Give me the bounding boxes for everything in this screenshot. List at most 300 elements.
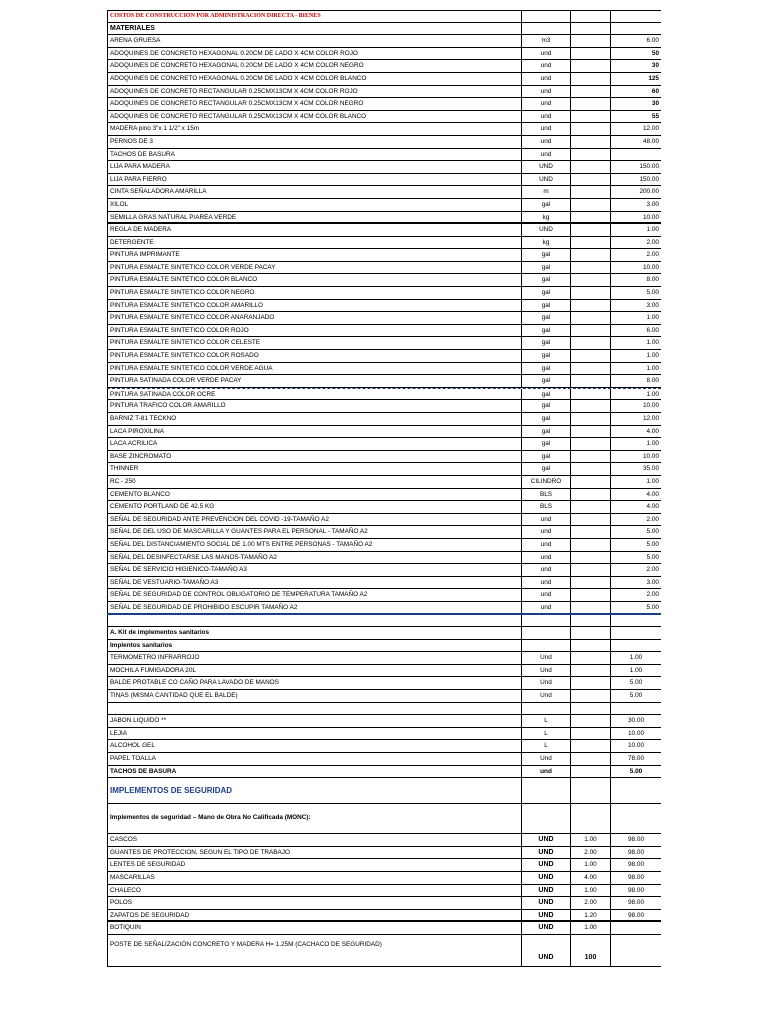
cell-unit: m <box>521 186 570 198</box>
spacer-row <box>107 615 661 628</box>
cell-value: 10.00 <box>610 728 661 740</box>
cell-desc: GUANTES DE PROTECCION, SEGUN EL TIPO DE TRABAJO <box>107 847 521 859</box>
cell-value: 125 <box>610 73 661 85</box>
cell-desc: ADOQUINES DE CONCRETO RECTANGULAR 0.25CMX13CM X 4CM COLOR NEGRO <box>107 98 521 110</box>
cell-qty <box>570 337 610 349</box>
cell-qty <box>570 149 610 161</box>
cell-unit: und <box>521 766 570 778</box>
cell-desc: SEÑAL DE VESTUARIO-TAMAÑO A3 <box>107 577 521 589</box>
cell-qty <box>570 413 610 425</box>
table-row <box>107 514 661 527</box>
cell-qty: 1.20 <box>570 910 610 921</box>
cell-value: 78.00 <box>610 753 661 765</box>
cell-desc: PINTURA SATINADA COLOR VERDE PACAY <box>107 375 521 387</box>
table-row <box>107 350 661 363</box>
cell-qty <box>570 123 610 135</box>
cell-unit: und <box>521 539 570 551</box>
materials-header-row <box>107 23 661 36</box>
cell-desc: MOCHILA FUMIGADORA 20L <box>107 665 521 677</box>
table-row <box>107 413 661 426</box>
cell-unit: UND <box>521 885 570 897</box>
cell-qty <box>570 98 610 110</box>
cell-unit: UND <box>521 922 570 934</box>
cell-value: 5.00 <box>610 766 661 778</box>
cell-value: 5.00 <box>610 539 661 551</box>
cell-qty <box>570 363 610 375</box>
cell-unit <box>521 11 570 22</box>
cell-value: 1.00 <box>610 476 661 488</box>
cell-value: 98.00 <box>610 847 661 859</box>
kit-table <box>107 652 661 702</box>
cell-desc: DETERGENTE <box>107 237 521 249</box>
cell-qty <box>570 237 610 249</box>
cell-unit <box>521 804 570 833</box>
cell-desc: LIJA PARA MADERA <box>107 161 521 173</box>
cell-value: 1.00 <box>610 665 661 677</box>
cell-qty <box>570 224 610 236</box>
cell-unit: m3 <box>521 35 570 47</box>
cell-desc: ARENA GRUESA <box>107 35 521 47</box>
cell-value <box>610 922 661 934</box>
table-row <box>107 400 661 413</box>
cell-unit: Und <box>521 652 570 664</box>
cell-qty <box>570 400 610 412</box>
cell-value: 8.00 <box>610 274 661 286</box>
table-row <box>107 476 661 489</box>
table-row <box>107 312 661 325</box>
last-item-desc: POSTE DE SEÑALIZACIÓN CONCRETO Y MADERA H= 1.25M (CACHACO DE SEGURIDAD) <box>107 935 521 966</box>
cell-unit: gal <box>521 262 570 274</box>
cell-unit: UND <box>521 859 570 871</box>
cell-desc: SEÑAL DE SEGURIDAD DE PROHIBIDO ESCUPIR TAMAÑO A2 <box>107 602 521 613</box>
cell-qty <box>570 552 610 564</box>
table-row <box>107 922 661 935</box>
cell-value: 10.00 <box>610 400 661 412</box>
cell-qty <box>570 627 610 639</box>
cell-unit: gal <box>521 426 570 438</box>
cell-value <box>610 627 661 639</box>
cell-value: 35.00 <box>610 463 661 475</box>
cell-value: 200.00 <box>610 186 661 198</box>
kit-subheader: Implentos sanitarios <box>107 640 521 652</box>
cell-unit: L <box>521 728 570 740</box>
cell-qty <box>570 665 610 677</box>
cell-qty: 1.00 <box>570 922 610 934</box>
cell-desc: PINTURA ESMALTE SINTETICO COLOR VERDE PACAY <box>107 262 521 274</box>
cell-value: 60 <box>610 86 661 98</box>
cell-qty <box>570 136 610 148</box>
cell-value: 10.00 <box>610 740 661 752</box>
cell-desc: THINNER <box>107 463 521 475</box>
cell-qty <box>570 804 610 833</box>
cell-value: 2.00 <box>610 564 661 576</box>
cell-value: 1.00 <box>610 224 661 236</box>
cell-desc: BOTIQUIN <box>107 922 521 934</box>
cell-qty <box>570 514 610 526</box>
cell-value <box>610 149 661 161</box>
cell-qty <box>570 526 610 538</box>
cell-unit: gal <box>521 350 570 362</box>
cell-value: 98.00 <box>610 859 661 871</box>
table-row <box>107 123 661 136</box>
cell-qty <box>570 48 610 60</box>
table-row <box>107 300 661 313</box>
cell-desc: PINTURA ESMALTE SINTETICO COLOR NEGRO <box>107 287 521 299</box>
cell-value: 10.00 <box>610 262 661 274</box>
cell-value <box>610 778 661 803</box>
cell-qty: 2.00 <box>570 897 610 909</box>
cell-desc: PINTURA ESMALTE SINTETICO COLOR ANARANJADO <box>107 312 521 324</box>
cell-qty <box>570 300 610 312</box>
cell-qty <box>570 589 610 601</box>
cell-desc: SEMILLA GRAS NATURAL P/AREA VERDE <box>107 212 521 223</box>
cell-value: 4.00 <box>610 426 661 438</box>
cell-unit: BLS <box>521 501 570 513</box>
cell-desc: LACA ACRILICA <box>107 438 521 450</box>
cell-qty <box>570 740 610 752</box>
cell-desc: RC - 250 <box>107 476 521 488</box>
cell-desc: SEÑAL DEL DESINFECTARSE LAS MANOS-TAMAÑO A2 <box>107 552 521 564</box>
safety-subheader: Implementos de seguridad – Mano de Obra No Calificada (MONC): <box>107 804 521 833</box>
cell-unit: CILINDRO <box>521 476 570 488</box>
cell-unit: und <box>521 589 570 601</box>
cell-value: 12.00 <box>610 413 661 425</box>
cell-desc: PINTURA IMPRIMANTE <box>107 249 521 261</box>
table-row <box>107 438 661 451</box>
cell-value: 8.00 <box>610 375 661 387</box>
table-row <box>107 375 661 388</box>
cell-unit: und <box>521 149 570 161</box>
cell-unit <box>521 640 570 652</box>
cell-desc: SEÑAL DE SERVICIO HIGIENICO-TAMAÑO A3 <box>107 564 521 576</box>
cell-desc: PINTURA ESMALTE SINTETICO COLOR VERDE AGUA <box>107 363 521 375</box>
cell-value: 5.00 <box>610 552 661 564</box>
table-row <box>107 388 661 401</box>
cell-qty <box>570 728 610 740</box>
cell-unit: gal <box>521 400 570 412</box>
table-row <box>107 552 661 565</box>
cell-value: 1.00 <box>610 438 661 450</box>
table-row <box>107 766 661 779</box>
cell-qty <box>570 451 610 463</box>
table-row <box>107 149 661 162</box>
cell-value: 3.00 <box>610 300 661 312</box>
cell-qty <box>570 426 610 438</box>
cell-qty <box>570 602 610 613</box>
cell-unit: Und <box>521 677 570 689</box>
cell-qty <box>570 463 610 475</box>
cell-unit <box>521 615 570 627</box>
cell-unit: und <box>521 60 570 72</box>
cell-qty <box>570 86 610 98</box>
cell-value: 2.00 <box>610 237 661 249</box>
cell-unit: gal <box>521 199 570 211</box>
cell-desc: PINTURA ESMALTE SINTETICO COLOR CELESTE <box>107 337 521 349</box>
cell-desc: PINTURA ESMALTE SINTETICO COLOR BLANCO <box>107 274 521 286</box>
cell-unit: gal <box>521 363 570 375</box>
cell-value: 10.00 <box>610 212 661 223</box>
cell-qty <box>570 60 610 72</box>
cell-unit: und <box>521 552 570 564</box>
table-row <box>107 602 661 615</box>
cell-desc: CASCOS <box>107 834 521 846</box>
cell-unit: UND <box>521 910 570 921</box>
cell-desc: JABON LIQUIDO ** <box>107 715 521 727</box>
cell-unit: gal <box>521 375 570 387</box>
cell-qty <box>570 778 610 803</box>
table-row <box>107 564 661 577</box>
cell-value: 5.00 <box>610 690 661 702</box>
cell-value: 1.00 <box>610 312 661 324</box>
cell-unit: UND <box>521 847 570 859</box>
cell-value <box>610 703 661 715</box>
safety-subheader-row <box>107 804 661 834</box>
cell-unit: gal <box>521 300 570 312</box>
table-row <box>107 740 661 753</box>
cell-desc <box>107 703 521 715</box>
kit-header: A. Kit de implementos sanitarios <box>107 627 521 639</box>
cell-unit: Und <box>521 665 570 677</box>
cell-qty <box>570 677 610 689</box>
cell-qty <box>570 174 610 186</box>
cell-qty <box>570 312 610 324</box>
table-row <box>107 885 661 898</box>
cell-qty <box>570 703 610 715</box>
cell-value: 2.00 <box>610 589 661 601</box>
table-row <box>107 287 661 300</box>
cell-qty: 1.00 <box>570 885 610 897</box>
table-row <box>107 212 661 225</box>
cell-value: 4.00 <box>610 501 661 513</box>
table-row <box>107 161 661 174</box>
table-row <box>107 249 661 262</box>
cell-unit <box>521 778 570 803</box>
cell-unit: und <box>521 526 570 538</box>
cell-qty <box>570 325 610 337</box>
table-row <box>107 98 661 111</box>
cell-qty <box>570 690 610 702</box>
cell-unit <box>521 23 570 35</box>
table-row <box>107 199 661 212</box>
table-row <box>107 859 661 872</box>
sheet-title-row <box>107 10 661 23</box>
cell-qty <box>570 186 610 198</box>
cell-unit: Und <box>521 690 570 702</box>
cell-desc: ADOQUINES DE CONCRETO HEXAGONAL 0.20CM DE LADO X 4CM COLOR ROJO <box>107 48 521 60</box>
cell-value <box>610 11 661 22</box>
cell-qty <box>570 161 610 173</box>
cell-unit: und <box>521 123 570 135</box>
cell-qty <box>570 577 610 589</box>
cell-unit: und <box>521 86 570 98</box>
table-row <box>107 577 661 590</box>
spacer-row <box>107 703 661 716</box>
table-row <box>107 451 661 464</box>
cell-desc: LIJA PARA FIERRO <box>107 174 521 186</box>
cell-unit: UND <box>521 834 570 846</box>
cell-value: 150.00 <box>610 174 661 186</box>
cell-unit: und <box>521 111 570 123</box>
cell-qty <box>570 350 610 362</box>
last-item-qty: 100 <box>570 935 610 966</box>
cell-value: 5.00 <box>610 602 661 613</box>
cell-unit: kg <box>521 237 570 249</box>
cell-value: 5.00 <box>610 287 661 299</box>
cell-desc: PERNOS DE 3 <box>107 136 521 148</box>
cell-desc: PINTURA TRAFICO COLOR AMARILLO <box>107 400 521 412</box>
cell-qty: 4.00 <box>570 872 610 884</box>
cell-value: 2.00 <box>610 249 661 261</box>
cell-desc: LENTES DE SEGURIDAD <box>107 859 521 871</box>
cell-value: 30.00 <box>610 715 661 727</box>
cell-desc: BARNIZ T-81 TECKNO <box>107 413 521 425</box>
cell-qty <box>570 35 610 47</box>
cell-value: 30 <box>610 98 661 110</box>
cell-value <box>610 615 661 627</box>
table-row <box>107 677 661 690</box>
safety-table <box>107 834 661 935</box>
cell-desc: ADOQUINES DE CONCRETO HEXAGONAL 0.20CM DE LADO X 4CM COLOR BLANCO <box>107 73 521 85</box>
cell-qty <box>570 489 610 501</box>
cell-value: 1.00 <box>610 363 661 375</box>
kit-header-row <box>107 627 661 640</box>
last-item-unit: UND <box>521 935 570 966</box>
safety-header: IMPLEMENTOS DE SEGURIDAD <box>107 778 521 803</box>
table-row <box>107 589 661 602</box>
cell-value: 1.00 <box>610 652 661 664</box>
cell-unit: gal <box>521 451 570 463</box>
cell-desc: BASE ZINCROMATO <box>107 451 521 463</box>
cell-value: 1.00 <box>610 337 661 349</box>
cell-qty <box>570 111 610 123</box>
cell-value <box>610 23 661 35</box>
cell-desc: TERMOMETRO INFRARROJO <box>107 652 521 664</box>
cell-qty <box>570 11 610 22</box>
cell-desc: ZAPATOS DE SEGURIDAD <box>107 910 521 921</box>
cell-qty: 2.00 <box>570 847 610 859</box>
cell-unit: gal <box>521 463 570 475</box>
cell-desc: PINTURA SATINADA COLOR OCRE <box>107 389 521 400</box>
table-row <box>107 73 661 86</box>
last-item-value <box>610 935 661 966</box>
cell-unit: UND <box>521 224 570 236</box>
cell-desc: TACHOS DE BASURA <box>107 766 521 778</box>
cell-value: 4.00 <box>610 489 661 501</box>
cell-unit: gal <box>521 274 570 286</box>
cell-desc: PAPEL TOALLA <box>107 753 521 765</box>
cell-value: 55 <box>610 111 661 123</box>
safety-header-row <box>107 778 661 804</box>
table-row <box>107 872 661 885</box>
cell-desc: ADOQUINES DE CONCRETO HEXAGONAL 0.20CM DE LADO X 4CM COLOR NEGRO <box>107 60 521 72</box>
cell-unit: gal <box>521 389 570 400</box>
table-row <box>107 690 661 703</box>
cell-value: 1.00 <box>610 389 661 400</box>
cell-desc: CINTA SEÑALADORA AMARILLA <box>107 186 521 198</box>
table-row <box>107 847 661 860</box>
table-row <box>107 910 661 923</box>
cell-unit: und <box>521 98 570 110</box>
cell-unit: UND <box>521 174 570 186</box>
cell-unit: und <box>521 602 570 613</box>
cell-value: 3.00 <box>610 199 661 211</box>
cell-unit: BLS <box>521 489 570 501</box>
cell-qty: 1.00 <box>570 834 610 846</box>
cell-unit: L <box>521 715 570 727</box>
table-row <box>107 463 661 476</box>
cell-unit: gal <box>521 312 570 324</box>
cell-desc <box>107 615 521 627</box>
cell-qty <box>570 199 610 211</box>
cell-unit: gal <box>521 287 570 299</box>
cell-desc: MASCARILLAS <box>107 872 521 884</box>
cell-qty <box>570 652 610 664</box>
table-row <box>107 728 661 741</box>
cell-unit: gal <box>521 438 570 450</box>
table-row <box>107 174 661 187</box>
cell-unit: Und <box>521 753 570 765</box>
cell-unit: gal <box>521 249 570 261</box>
cell-value: 10.00 <box>610 451 661 463</box>
cell-qty <box>570 501 610 513</box>
cell-value: 6.00 <box>610 35 661 47</box>
cell-unit: und <box>521 514 570 526</box>
cell-unit: L <box>521 740 570 752</box>
table-row <box>107 337 661 350</box>
cell-qty <box>570 212 610 223</box>
kit-table-2 <box>107 715 661 778</box>
cell-desc: REGLA DE MADERA <box>107 224 521 236</box>
table-row <box>107 237 661 250</box>
materials-table <box>107 35 661 614</box>
table-row <box>107 86 661 99</box>
cell-qty <box>570 753 610 765</box>
table-row <box>107 274 661 287</box>
cell-value: 98.00 <box>610 834 661 846</box>
table-row <box>107 539 661 552</box>
cell-unit: gal <box>521 413 570 425</box>
cell-desc: CEMENTO PORTLAND DE 42.5 KG <box>107 501 521 513</box>
cell-unit: kg <box>521 212 570 223</box>
cell-qty <box>570 73 610 85</box>
table-row <box>107 715 661 728</box>
table-row <box>107 426 661 439</box>
cell-desc: XILOL <box>107 199 521 211</box>
table-row <box>107 186 661 199</box>
cell-value: 5.00 <box>610 677 661 689</box>
cell-qty <box>570 287 610 299</box>
cell-value: 3.00 <box>610 577 661 589</box>
cell-desc: PINTURA ESMALTE SINTETICO COLOR ROSADO <box>107 350 521 362</box>
cell-qty <box>570 766 610 778</box>
cell-value: 98.00 <box>610 872 661 884</box>
table-row <box>107 652 661 665</box>
table-row <box>107 834 661 847</box>
cell-qty <box>570 274 610 286</box>
cell-unit: und <box>521 73 570 85</box>
cell-value <box>610 640 661 652</box>
cell-desc: SEÑAL DEL DISTANCIAMIENTO SOCIAL DE 1.00 MTS ENTRE PERSONAS - TAMAÑO A2 <box>107 539 521 551</box>
cell-desc: CEMENTO BLANCO <box>107 489 521 501</box>
cell-value: 2.00 <box>610 514 661 526</box>
table-row <box>107 262 661 275</box>
kit-subheader-row <box>107 640 661 653</box>
cell-desc: PINTURA ESMALTE SINTETICO COLOR AMARILLO <box>107 300 521 312</box>
cell-desc: POLOS <box>107 897 521 909</box>
cell-unit <box>521 627 570 639</box>
cell-unit: UND <box>521 897 570 909</box>
cell-unit <box>521 703 570 715</box>
